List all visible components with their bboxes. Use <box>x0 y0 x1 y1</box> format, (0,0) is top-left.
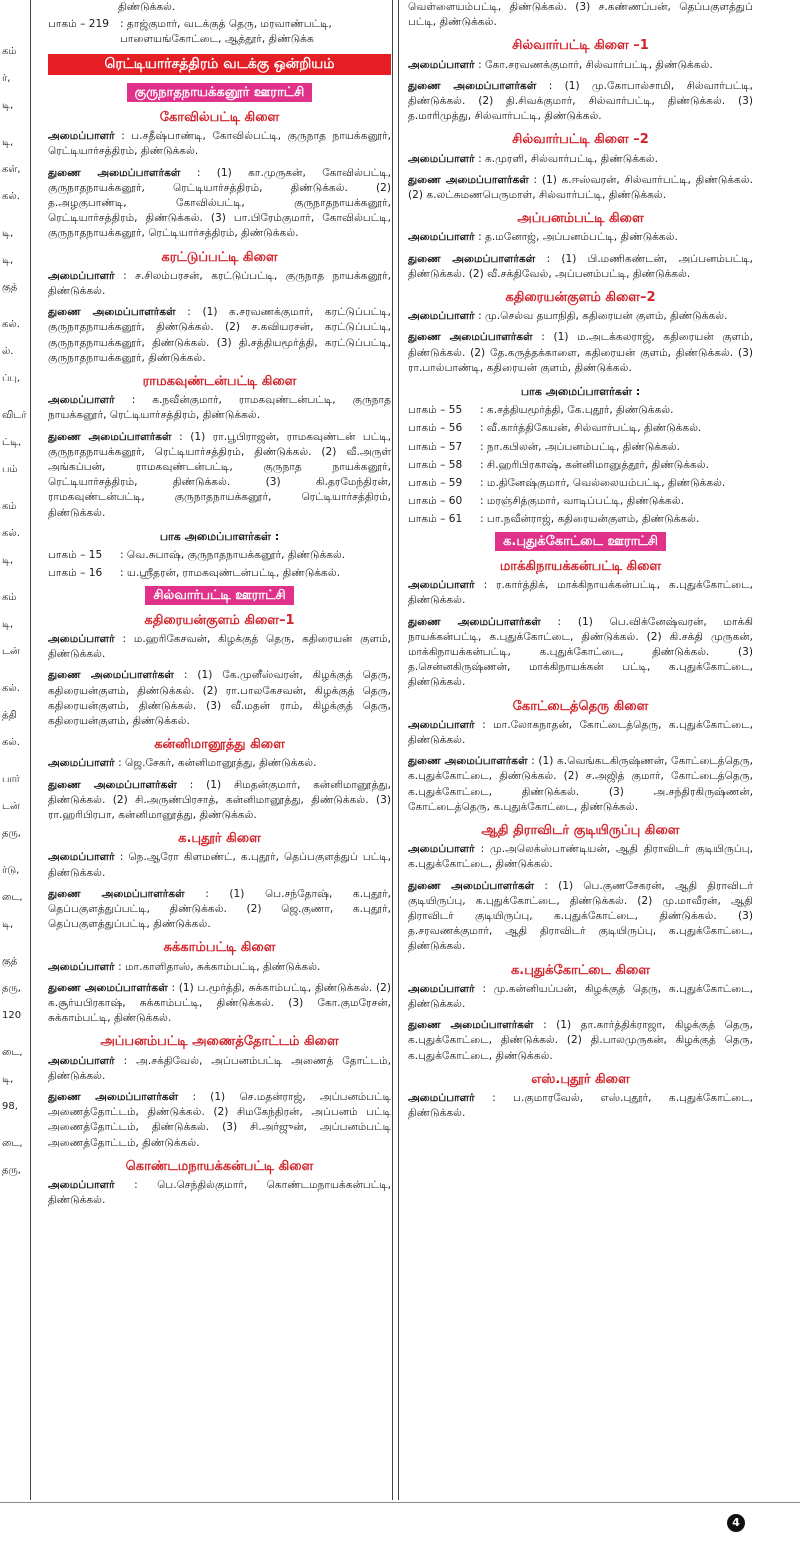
part-organizer: : க.சத்தியமூர்த்தி, கே.புதூர், திண்டுக்கல். <box>480 404 674 417</box>
branch-section <box>408 211 753 282</box>
part-number: பாகம் – 15 <box>48 549 103 562</box>
organizer <box>48 756 391 771</box>
branch-title: ஆதி திராவிடர் குடியிருப்பு கிளை <box>481 822 680 838</box>
organizer-label: அமைப்பாளர் <box>408 231 475 244</box>
deputy-text: : (1) பெ.விக்னேஷ்வரன், மாக்கி நாயக்கன்பட்டி, க.புதுக்கோட்டை, திண்டுக்கல். (2) கி.சக்தி முருகன், மாக்கிநாயக்கன்பட்டி, க.புதுக்கோட்டை, திண்டுக்கல். (3) த.சென்னகிருஷ்ணன், மாக்கிநாயக்கன் பட்டி, க.புதுக்கோட்டை, திண்டுக்கல். <box>408 615 754 689</box>
branch-section <box>48 1159 391 1209</box>
deputy-text: : (1) ம.அடக்கலராஜ், கதிரையன் குளம், திண்டுக்கல். (2) தே.கருத்தக்காளை, கதிரையன் குளம், திண்டுக்கல். (3) ரா.பால்பாண்டி, கதிரையன் குளம், திண்டுக்கல். <box>408 331 754 374</box>
edge-fragment: ல். <box>2 346 14 357</box>
organizer-text: : அ.சக்திவேல், அப்பனம்பட்டி அணைத் தோட்டம், திண்டுக்கல். <box>48 1054 391 1082</box>
branch-title: க.புதூர் கிளை <box>178 831 261 847</box>
branch-section <box>408 963 753 1064</box>
branch-title: கன்னிமானூத்து கிளை <box>154 737 285 753</box>
edge-fragment: பார் <box>2 774 20 785</box>
edge-fragment: தரு, <box>2 828 21 839</box>
part-row <box>408 421 753 436</box>
branch-section <box>48 250 391 366</box>
branch-section <box>408 38 753 124</box>
deputy-text: : (1) க.வெங்கடகிருஷ்ணன், கோட்டைத்தெரு, க.புதுக்கோட்டை, திண்டுக்கல். (2) ச.அஜித் குமார், கோட்டைத்தெரு, க.புதுக்கோட்டை, திண்டுக்கல். (3) அ.சந்திரகிருஷ்ணன், கோட்டைத்தெரு, க.புதுக்கோட்டை, திண்டுக்கல். <box>408 755 754 813</box>
deputy-label: துணை அமைப்பாளர்கள் <box>408 173 529 186</box>
organizer <box>48 632 391 662</box>
part-number: பாகம் – 55 <box>408 404 463 417</box>
column-divider <box>392 0 393 1500</box>
deputy-label: துணை அமைப்பாளர்கள் <box>48 306 176 319</box>
organizer <box>48 129 391 159</box>
organizer-label: அமைப்பாளர் <box>408 1091 475 1104</box>
deputy-label: துணை அமைப்பாளர்கள் <box>408 331 533 344</box>
organizer-label: அமைப்பாளர் <box>48 851 115 864</box>
part-number: பாகம் – 58 <box>408 458 463 471</box>
column-divider-2 <box>398 0 399 1500</box>
organizer-label: அமைப்பாளர் <box>408 152 475 165</box>
part-number: பாகம் – 16 <box>48 567 103 580</box>
panchayat-title: குருநாதநாயக்கனூர் ஊராட்சி <box>127 83 313 102</box>
edge-fragment: டி, <box>2 1074 14 1085</box>
part-number: பாகம் – 61 <box>408 513 463 526</box>
part-organizer: : நா.கபிலன், அப்பனம்பட்டி, திண்டுக்கல். <box>480 440 681 453</box>
branch-section <box>408 699 753 815</box>
part-organizer: : ம.தினேஷ்குமார், வெல்லையம்பட்டி, திண்டுக்கல். <box>480 477 726 490</box>
part-organizer: : வெ.சுபாஷ், குருநாதநாயக்கனூர், திண்டுக்கல். <box>120 549 346 562</box>
organizer-text: : கோ.சரவணக்குமார், சில்வார்பட்டி, திண்டுக்கல். <box>478 58 713 71</box>
edge-fragment: ர்டு, <box>2 865 20 876</box>
branch-section <box>408 823 753 955</box>
organizer <box>48 1178 391 1208</box>
deputy-label: துணை அமைப்பாளர்கள் <box>408 1019 534 1032</box>
edge-fragment: 98, <box>2 1101 18 1112</box>
edge-fragment: டி, <box>2 100 14 111</box>
deputy-organizers <box>48 887 391 933</box>
deputy-text: : (1) கா.முருகன், கோவில்பட்டி, குருநாதநாயக்கனூர், ரெட்டியார்சத்திரம், திண்டுக்கல். (2) த.அழகுபாண்டி, கோவில்பட்டி, குருநாதநாயக்கனூர், ரெட்டியார்சத்திரம், திண்டுக்கல். (3) பா.பிரேம்குமார், கோவில்பட்டி, குருநாதநாயக்கனூர், ரெட்டியார்சத்திரம், திண்டுக்கல். <box>48 166 391 240</box>
organizer-text: : மு.கன்னியப்பன், கிழக்குத் தெரு, க.புதுக்கோட்டை, திண்டுக்கல். <box>408 982 753 1010</box>
deputy-label: துணை அமைப்பாளர்கள் <box>48 887 185 900</box>
branch-title: அப்பனம்பட்டி கிளை <box>517 211 644 227</box>
edge-fragment: விடர் <box>2 410 27 421</box>
organizer <box>408 982 753 1012</box>
deputy-organizers <box>408 79 753 125</box>
organizer-label: அமைப்பாளர் <box>48 632 115 645</box>
part-organizer: : வீ.கார்த்திகேயன், சில்வார்பட்டி, திண்டுக்கல். <box>480 422 702 435</box>
edge-fragment: டி, <box>2 228 14 239</box>
middle-column <box>48 0 391 1214</box>
organizer <box>48 1054 391 1084</box>
edge-fragment: கல். <box>2 191 20 202</box>
deputy-organizers <box>48 981 391 1027</box>
branch-title: கோவில்பட்டி கிளை <box>159 110 280 126</box>
branch-section <box>48 737 391 823</box>
edge-fragment: கம் <box>2 592 17 603</box>
branch-section <box>48 613 391 729</box>
edge-fragment: டன் <box>2 801 20 812</box>
organizer-label: அமைப்பாளர் <box>48 757 115 770</box>
deputy-label: துணை அமைப்பாளர்கள் <box>408 252 536 265</box>
edge-fragment: கல். <box>2 737 20 748</box>
branch-title: கதிரையன்குளம் கிளை–2 <box>505 290 656 306</box>
deputy-label: துணை அமைப்பாளர்கள் <box>408 755 528 768</box>
edge-fragment: கல். <box>2 683 20 694</box>
deputy-organizers <box>408 615 753 691</box>
part-organizer: : ய.ஸ்ரீதரன், ராமகவுண்டன்பட்டி, திண்டுக்கல். <box>120 567 340 580</box>
deputy-text: : (1) ரா.பூபிராஜன், ராமகவுண்டன் பட்டி, குருநாதநாயக்கனூர், ரெட்டியார்சத்திரம், திண்டுக்கல். (2) வீ.அருள் அங்கப்பன், ராமகவுண்டன்பட்டி, குருநாத நாயக்கனூர், ரெட்டியார்சத்திரம், திண்டுக்கல். (3) கி.தரமேந்திரன், ராமகவுண்டன்பட்டி, குருநாதநாயக்கனூர், ரெட்டியார்சத்திரம், திண்டுக்கல். <box>48 430 391 519</box>
deputy-text: : (1) பெ.குணசேகரன், ஆதி திராவிடர் குடியிருப்பு, க.புதுக்கோட்டை, திண்டுக்கல். (2) மு.மாவீரன், ஆதி திராவிடர் குடியிருப்பு, க.புதுக்கோட்டை, திண்டுக்கல். (3) த.சரவணக்குமார், ஆதி திராவிடர் குடியிருப்பு, க.புதுக்கோட்டை, திண்டுக்கல். <box>408 879 754 953</box>
deputy-text: : (1) மு.கோபால்சாமி, சில்வார்பட்டி, திண்டுக்கல். (2) தி.சிவக்குமார், சில்வார்பட்டி, திண்டுக்கல். (3) த.மாரிமுத்து, சில்வார்பட்டி, திண்டுக்கல். <box>408 79 753 123</box>
part-row <box>48 548 391 563</box>
right-column <box>408 0 753 1127</box>
organizer-text: : ம.ஹரிகேசவன், கிழக்குத் தெரு, கதிரையன் குளம், திண்டுக்கல். <box>48 632 391 661</box>
edge-fragment: கம் <box>2 501 17 512</box>
organizer <box>408 58 753 73</box>
deputy-organizers <box>48 166 391 242</box>
branch-title: சில்வார்பட்டி கிளை –2 <box>512 132 649 148</box>
part-row <box>408 458 753 473</box>
organizer-text: : ப.குமாரவேல், எஸ்.புதூர், க.புதுக்கோட்டை, திண்டுக்கல். <box>408 1091 753 1120</box>
parts-heading: பாக அமைப்பாளர்கள் : <box>520 385 641 399</box>
organizer-text: : நெ.ஆரோ கிளமண்ட், க.புதூர், தெப்பகுளத்துப் பட்டி, திண்டுக்கல். <box>48 851 391 879</box>
top-line: திண்டுக்கல். <box>118 1 176 13</box>
organizer <box>408 718 753 748</box>
edge-fragment: 120 <box>2 1010 22 1021</box>
deputy-label: துணை அமைப்பாளர்கள் <box>48 430 172 443</box>
organizer-label: அமைப்பாளர் <box>408 718 475 731</box>
part-organizer: : மரஞ்சித்குமார், வாடிப்பட்டி, திண்டுக்கல். <box>480 495 684 508</box>
deputy-text: : (1) க.ஈஸ்வரன், சில்வார்பட்டி, திண்டுக்கல். (2) க.லட்சுமணபெருமாள், சில்வார்பட்டி, திண்டுக்கல். <box>408 173 753 202</box>
deputy-text: : (1) சிமதன்குமார், கன்னிமானூத்து, திண்டுக்கல். (2) சி.அருண்பிரசாத், கன்னிமானூத்து, திண்டுக்கல். (3) ரா.ஹரிபிரபா, கன்னிமானூத்து, திண்டுக்கல். <box>48 778 391 821</box>
organizer-text: : மா.லோகநாதன், கோட்டைத்தெரு, க.புதுக்கோட்டை, திண்டுக்கல். <box>408 718 753 746</box>
deputy-organizers <box>48 668 391 729</box>
edge-fragment: த்தி <box>2 710 17 721</box>
deputy-label: துணை அமைப்பாளர்கள் <box>48 778 177 791</box>
edge-fragment: குத் <box>2 282 18 293</box>
organizer-label: அமைப்பாளர் <box>408 843 475 856</box>
branch-section <box>48 1034 391 1150</box>
deputy-organizers <box>408 879 753 955</box>
edge-fragment: ப்பு, <box>2 373 21 384</box>
organizer-label: அமைப்பாளர் <box>408 579 475 592</box>
branch-title: சில்வார்பட்டி கிளை –1 <box>512 38 649 54</box>
panchayat-title: சில்வார்பட்டி ஊராட்சி <box>145 586 293 605</box>
organizer <box>408 842 753 872</box>
branch-section <box>48 940 391 1026</box>
edge-fragment: டை, <box>2 892 23 903</box>
organizer <box>48 850 391 880</box>
organizer-label: அமைப்பாளர் <box>48 269 115 282</box>
organizer-label: அமைப்பாளர் <box>48 960 115 973</box>
deputy-organizers <box>408 252 753 282</box>
organizer-label: அமைப்பாளர் <box>408 310 475 323</box>
deputy-organizers <box>48 1090 391 1151</box>
deputy-label: துணை அமைப்பாளர்கள் <box>48 981 168 994</box>
edge-fragment: கள், <box>2 164 21 175</box>
deputy-text: : (1) ப.மூர்த்தி, சுக்காம்பட்டி, திண்டுக்கல். (2) க.சூர்யபிரகாஷ், சுக்காம்பட்டி, திண்டுக்கல். (3) கோ.குமரேசன், சுக்காம்பட்டி, திண்டுக்கல். <box>48 981 391 1025</box>
branch-title: க.புதுக்கோட்டை கிளை <box>510 962 651 978</box>
deputy-text: : (1) பி.மணிகண்டன், அப்பனம்பட்டி, திண்டுக்கல். (2) வீ.சக்திவேல், அப்பனம்பட்டி, திண்டுக்கல். <box>408 252 753 280</box>
deputy-text: : (1) க.சரவணக்குமார், கரட்டுப்பட்டி, குருநாதநாயக்கனூர், திண்டுக்கல். (2) ச.கவியரசன், கரட்டுப்பட்டி, குருநாதநாயக்கனூர், திண்டுக்கல். (3) தி.சத்தியமூர்த்தி, கரட்டுப்பட்டி, குருநாதநாயக்கனூர், திண்டுக்கல். <box>48 306 391 364</box>
deputy-label: துணை அமைப்பாளர்கள் <box>48 1090 179 1103</box>
part-row <box>48 566 391 581</box>
organizer-text: : மு.அலெக்ஸ்பாண்டியன், ஆதி திராவிடர் குடியிருப்பு, க.புதுக்கோட்டை, திண்டுக்கல். <box>408 843 753 871</box>
deputy-organizers <box>408 330 753 376</box>
edge-fragment: டி, <box>2 137 14 148</box>
edge-fragment: ட்டி, <box>2 437 22 448</box>
deputy-organizers <box>48 430 391 521</box>
organizer <box>48 269 391 299</box>
edge-fragment: கல். <box>2 319 20 330</box>
organizer-label: அமைப்பாளர் <box>48 1179 115 1191</box>
organizer-text: : ப.சதீஷ்பாண்டி, கோவில்பட்டி, குருநாத நாயக்கனூர், ரெட்டியார்சத்திரம், திண்டுக்கல். <box>48 130 391 158</box>
organizer <box>48 393 391 423</box>
organizer-text: : ச.சிலம்பரசன், கரட்டுப்பட்டி, குருநாத நாயக்கனூர், திண்டுக்கல். <box>48 269 391 298</box>
deputy-organizers <box>48 778 391 824</box>
part-organizer: : சி.ஹரிபிரகாஷ், கன்னிமானுத்தூர், திண்டுக்கல். <box>480 458 709 471</box>
branch-section <box>408 559 753 691</box>
edge-fragment: டை, <box>2 1047 23 1058</box>
edge-fragment: டி, <box>2 919 14 930</box>
branch-title: ராமகவுண்டன்பட்டி கிளை <box>142 374 297 390</box>
organizer <box>408 578 753 608</box>
edge-fragment: தரு, <box>2 1165 21 1176</box>
parts-list <box>408 403 753 527</box>
organizer-text: : ர.கார்த்திக், மாக்கிநாயக்கன்பட்டி, க.புதுக்கோட்டை, திண்டுக்கல். <box>408 579 753 607</box>
branch-title: எஸ்.புதூர் கிளை <box>531 1071 630 1087</box>
edge-fragment: குத் <box>2 956 18 967</box>
branch-section <box>408 290 753 376</box>
deputy-organizers <box>408 1018 753 1064</box>
parts-list <box>48 548 391 581</box>
organizer <box>48 960 391 975</box>
organizer-text: : ஜெ.சேகர், கன்னிமானூத்து, திண்டுக்கல். <box>118 757 317 770</box>
branch-section <box>408 132 753 203</box>
organizer-text: : பெ.செந்தில்குமார், கொண்டமநாயக்கன்பட்டி, திண்டுக்கல். <box>48 1179 391 1207</box>
branch-title: அப்பனம்பட்டி அணைத்தோட்டம் கிளை <box>100 1034 339 1050</box>
organizer-label: அமைப்பாளர் <box>48 394 115 407</box>
part-number: பாகம் – 57 <box>408 440 463 453</box>
branch-title: மாக்கிநாயக்கன்பட்டி கிளை <box>499 558 662 574</box>
deputy-text: : (1) செ.மதன்ராஜ், அப்பனம்பட்டி அணைத்தோட்டம், திண்டுக்கல். (2) சிமகேந்திரன், அப்பனம் பட்டி அணைத்தோட்டம், திண்டுக்கல். (3) சி.அர்ஜுன், அப்பனம்பட்டி அணைத்தோட்டம், திண்டுக்கல். <box>48 1090 392 1149</box>
organizer-label: அமைப்பாளர் <box>48 1054 115 1067</box>
part-organizer: : பா.நவீன்ராஜ், கதிரையன்குளம், திண்டுக்கல். <box>480 513 700 526</box>
edge-fragment: டை, <box>2 1138 23 1149</box>
union-title: ரெட்டியார்சத்திரம் வடக்கு ஒன்றியம் <box>48 54 391 75</box>
organizer-text: : மு.செல்வ தயாநிதி, கதிரையன் குளம், திண்டுக்கல். <box>478 310 728 323</box>
organizer-text: : த.மனோஜ், அப்பனம்பட்டி, திண்டுக்கல். <box>478 231 678 244</box>
part-number: பாகம் – 59 <box>408 477 463 490</box>
part-number: பாகம் – 56 <box>408 422 463 435</box>
deputy-organizers <box>408 173 753 203</box>
deputy-organizers <box>408 754 753 815</box>
deputy-label: துணை அமைப்பாளர்கள் <box>408 615 541 628</box>
organizer <box>408 309 753 324</box>
edge-fragment: தரு, <box>2 983 21 994</box>
left-edge-column <box>0 0 31 1500</box>
organizer <box>408 230 753 245</box>
part-row <box>408 403 753 418</box>
deputy-label: துணை அமைப்பாளர்கள் <box>408 879 535 892</box>
deputy-text: : (1) தா.கார்த்திக்ராஜா, கிழக்குத் தெரு, க.புதுக்கோட்டை, திண்டுக்கல். (2) தி.பாலமுருகன், கிழக்குத் தெரு, க.புதுக்கோட்டை, திண்டுக்கல். <box>408 1019 753 1062</box>
continued-text: வெள்ளையம்பட்டி, திண்டுக்கல். (3) ச.கண்ணப்பன், தெப்பகுளத்துப் பட்டி, திண்டுக்கல். <box>408 1 753 29</box>
edge-fragment: டி, <box>2 255 14 266</box>
deputy-label: துணை அமைப்பாளர்கள் <box>408 79 537 92</box>
part-row <box>408 494 753 509</box>
organizer-label: அமைப்பாளர் <box>48 130 115 143</box>
part-row <box>408 476 753 491</box>
deputy-text: : (1) பெ.சந்தோஷ், க.புதூர், தெப்பகுளத்துப்பட்டி, திண்டுக்கல். (2) ஜெ.குணா, க.புதூர், தெப்பகுளத்துப்பட்டி, திண்டுக்கல். <box>48 887 392 931</box>
bottom-rule <box>0 1502 800 1503</box>
organizer <box>408 1091 753 1121</box>
organizer-label: அமைப்பாளர் <box>408 982 475 995</box>
organizer-text: : க.நவீன்குமார், ராமகவுண்டன்பட்டி, குருநாத நாயக்கனூர், ரெட்டியார்சத்திரம், திண்டுக்கல். <box>48 394 391 422</box>
deputy-label: துணை அமைப்பாளர்கள் <box>48 166 181 179</box>
branch-title: கதிரையன்குளம் கிளை–1 <box>144 612 295 628</box>
organizer-label: அமைப்பாளர் <box>408 58 475 71</box>
part-number: பாகம் – 60 <box>408 495 463 508</box>
edge-fragment: ர், <box>2 73 11 84</box>
deputy-label: துணை அமைப்பாளர்கள் <box>48 669 174 682</box>
part-row <box>408 440 753 455</box>
branch-section <box>408 1072 753 1122</box>
organizer-text: : க.முரளி, சில்வார்பட்டி, திண்டுக்கல். <box>478 152 658 165</box>
branch-section <box>48 831 391 932</box>
branch-title: சுக்காம்பட்டி கிளை <box>163 940 276 956</box>
deputy-text: : (1) கே.முனீஸ்வரன், கிழக்குத் தெரு, கதிரையன்குளம், திண்டுக்கல். (2) ரா.பாலகேசவன், கிழக்குத் தெரு, கதிரையன்குளம், திண்டுக்கல். (3) வீ.மதன் ராம், கிழக்குத் தெரு, கதிரையன்குளம், திண்டுக்கல். <box>48 669 392 727</box>
organizer <box>408 152 753 167</box>
edge-fragment: கம் <box>2 46 17 57</box>
part-row <box>408 512 753 527</box>
parts-heading: பாக அமைப்பாளர்கள் : <box>159 529 280 543</box>
edge-fragment: பம் <box>2 464 18 475</box>
part-row: பாகம் – 219 : தாஜ்குமார், வடக்குத் தெரு, மரவாண்பட்டி, பாளையங்கோட்டை, ஆத்தூர், திண்டுக்க <box>48 18 332 46</box>
organizer-text: : மா.காளிதாஸ், சுக்காம்பட்டி, திண்டுக்கல். <box>118 960 321 973</box>
branch-title: கரட்டுப்பட்டி கிளை <box>161 249 278 265</box>
panchayat-title: க.புதுக்கோட்டை ஊராட்சி <box>495 532 666 551</box>
edge-fragment: டி, <box>2 555 14 566</box>
edge-fragment: டன் <box>2 646 20 657</box>
branch-section <box>48 374 391 521</box>
branch-title: கொண்டமநாயக்கன்பட்டி கிளை <box>125 1158 314 1174</box>
edge-fragment: டி, <box>2 619 14 630</box>
deputy-organizers <box>48 305 391 366</box>
edge-fragment: கல். <box>2 528 20 539</box>
page-number: 4 <box>727 1514 745 1532</box>
branch-title: கோட்டைத்தெரு கிளை <box>512 698 649 714</box>
branch-section <box>48 110 391 242</box>
